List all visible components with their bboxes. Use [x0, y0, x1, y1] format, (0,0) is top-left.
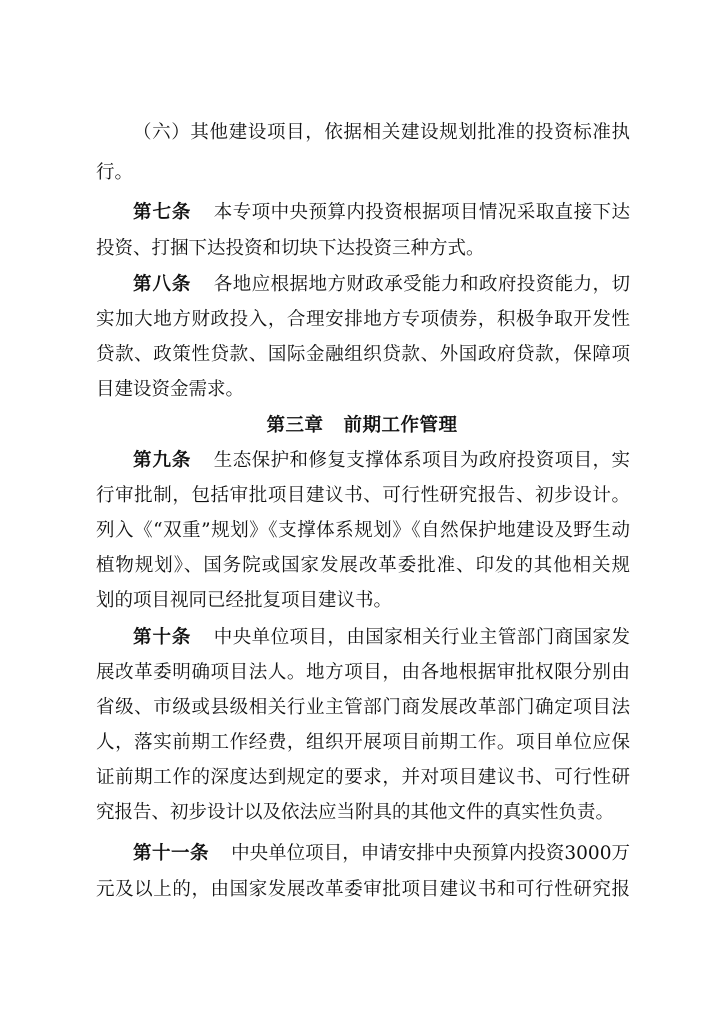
text-line: [96, 159, 630, 187]
text-line: [96, 694, 630, 722]
paragraph-text: （六）其他建设项目，依据相关建设规划批准的投资标准执: [133, 122, 630, 143]
text-line: [96, 729, 630, 757]
paragraph-text: 贷款、政策性贷款、国际金融组织贷款、外国政府贷款，保障项: [96, 344, 630, 365]
paragraph-text: 生态保护和修复支撑体系项目为政府投资项目，实: [213, 450, 630, 471]
text-line: [96, 376, 630, 404]
chapter-title: 前期工作管理: [343, 415, 458, 436]
paragraph-text: 究报告、初步设计以及依法应当附具的其他文件的真实性负责。: [96, 802, 615, 823]
text-line: [96, 587, 630, 615]
paragraph-text: 本专项中央预算内投资根据项目情况采取直接下达: [213, 202, 630, 223]
text-line: [133, 271, 630, 299]
paragraph-text: 行。: [96, 162, 134, 183]
article-label: 第十一条: [133, 843, 210, 864]
paragraph-text: 各地应根据地方财政承受能力和政府投资能力，切: [213, 274, 630, 295]
text-line: [133, 119, 630, 147]
paragraph-text: 中央单位项目，申请安排中央预算内投资3000万: [231, 843, 630, 864]
paragraph-text: 实加大地方财政投入，合理安排地方专项债券，积极争取开发性: [96, 309, 630, 330]
text-line: [96, 552, 630, 580]
article-label: 第七条: [133, 202, 192, 223]
paragraph-text: 投资、打捆下达投资和切块下达投资三种方式。: [96, 238, 485, 259]
paragraph-text: 元及以上的，由国家发展改革委审批项目建议书和可行性研究报: [96, 879, 630, 900]
text-line: [96, 306, 630, 334]
chapter-heading: [0, 412, 724, 440]
chapter-number: 第三章: [266, 415, 324, 436]
paragraph-text: 列入《“双重”规划》《支撑体系规划》《自然保护地建设及野生动: [96, 520, 630, 541]
text-line: [133, 447, 630, 475]
paragraph-text: 中央单位项目，由国家相关行业主管部门商国家发: [213, 627, 630, 648]
text-line: [96, 659, 630, 687]
article-label: 第十条: [133, 627, 192, 648]
paragraph-text: 目建设资金需求。: [96, 379, 245, 400]
text-line: [96, 799, 630, 827]
paragraph-text: 人，落实前期工作经费，组织开展项目前期工作。项目单位应保: [96, 732, 630, 753]
text-line: [96, 341, 630, 369]
text-line: [96, 876, 630, 904]
text-line: [96, 235, 630, 263]
text-line: [133, 840, 630, 868]
text-line: [133, 624, 630, 652]
text-line: [96, 764, 630, 792]
text-line: [96, 517, 630, 545]
text-line: [133, 199, 630, 227]
text-line: [96, 482, 630, 510]
paragraph-text: 划的项目视同已经批复项目建议书。: [96, 590, 393, 611]
paragraph-text: 行审批制，包括审批项目建议书、可行性研究报告、初步设计。: [96, 485, 630, 506]
paragraph-text: 证前期工作的深度达到规定的要求，并对项目建议书、可行性研: [96, 767, 630, 788]
article-label: 第八条: [133, 274, 192, 295]
article-label: 第九条: [133, 450, 192, 471]
paragraph-text: 植物规划》、国务院或国家发展改革委批准、印发的其他相关规: [96, 555, 630, 576]
paragraph-text: 省级、市级或县级相关行业主管部门商发展改革部门确定项目法: [96, 697, 630, 718]
paragraph-text: 展改革委明确项目法人。地方项目，由各地根据审批权限分别由: [96, 662, 630, 683]
